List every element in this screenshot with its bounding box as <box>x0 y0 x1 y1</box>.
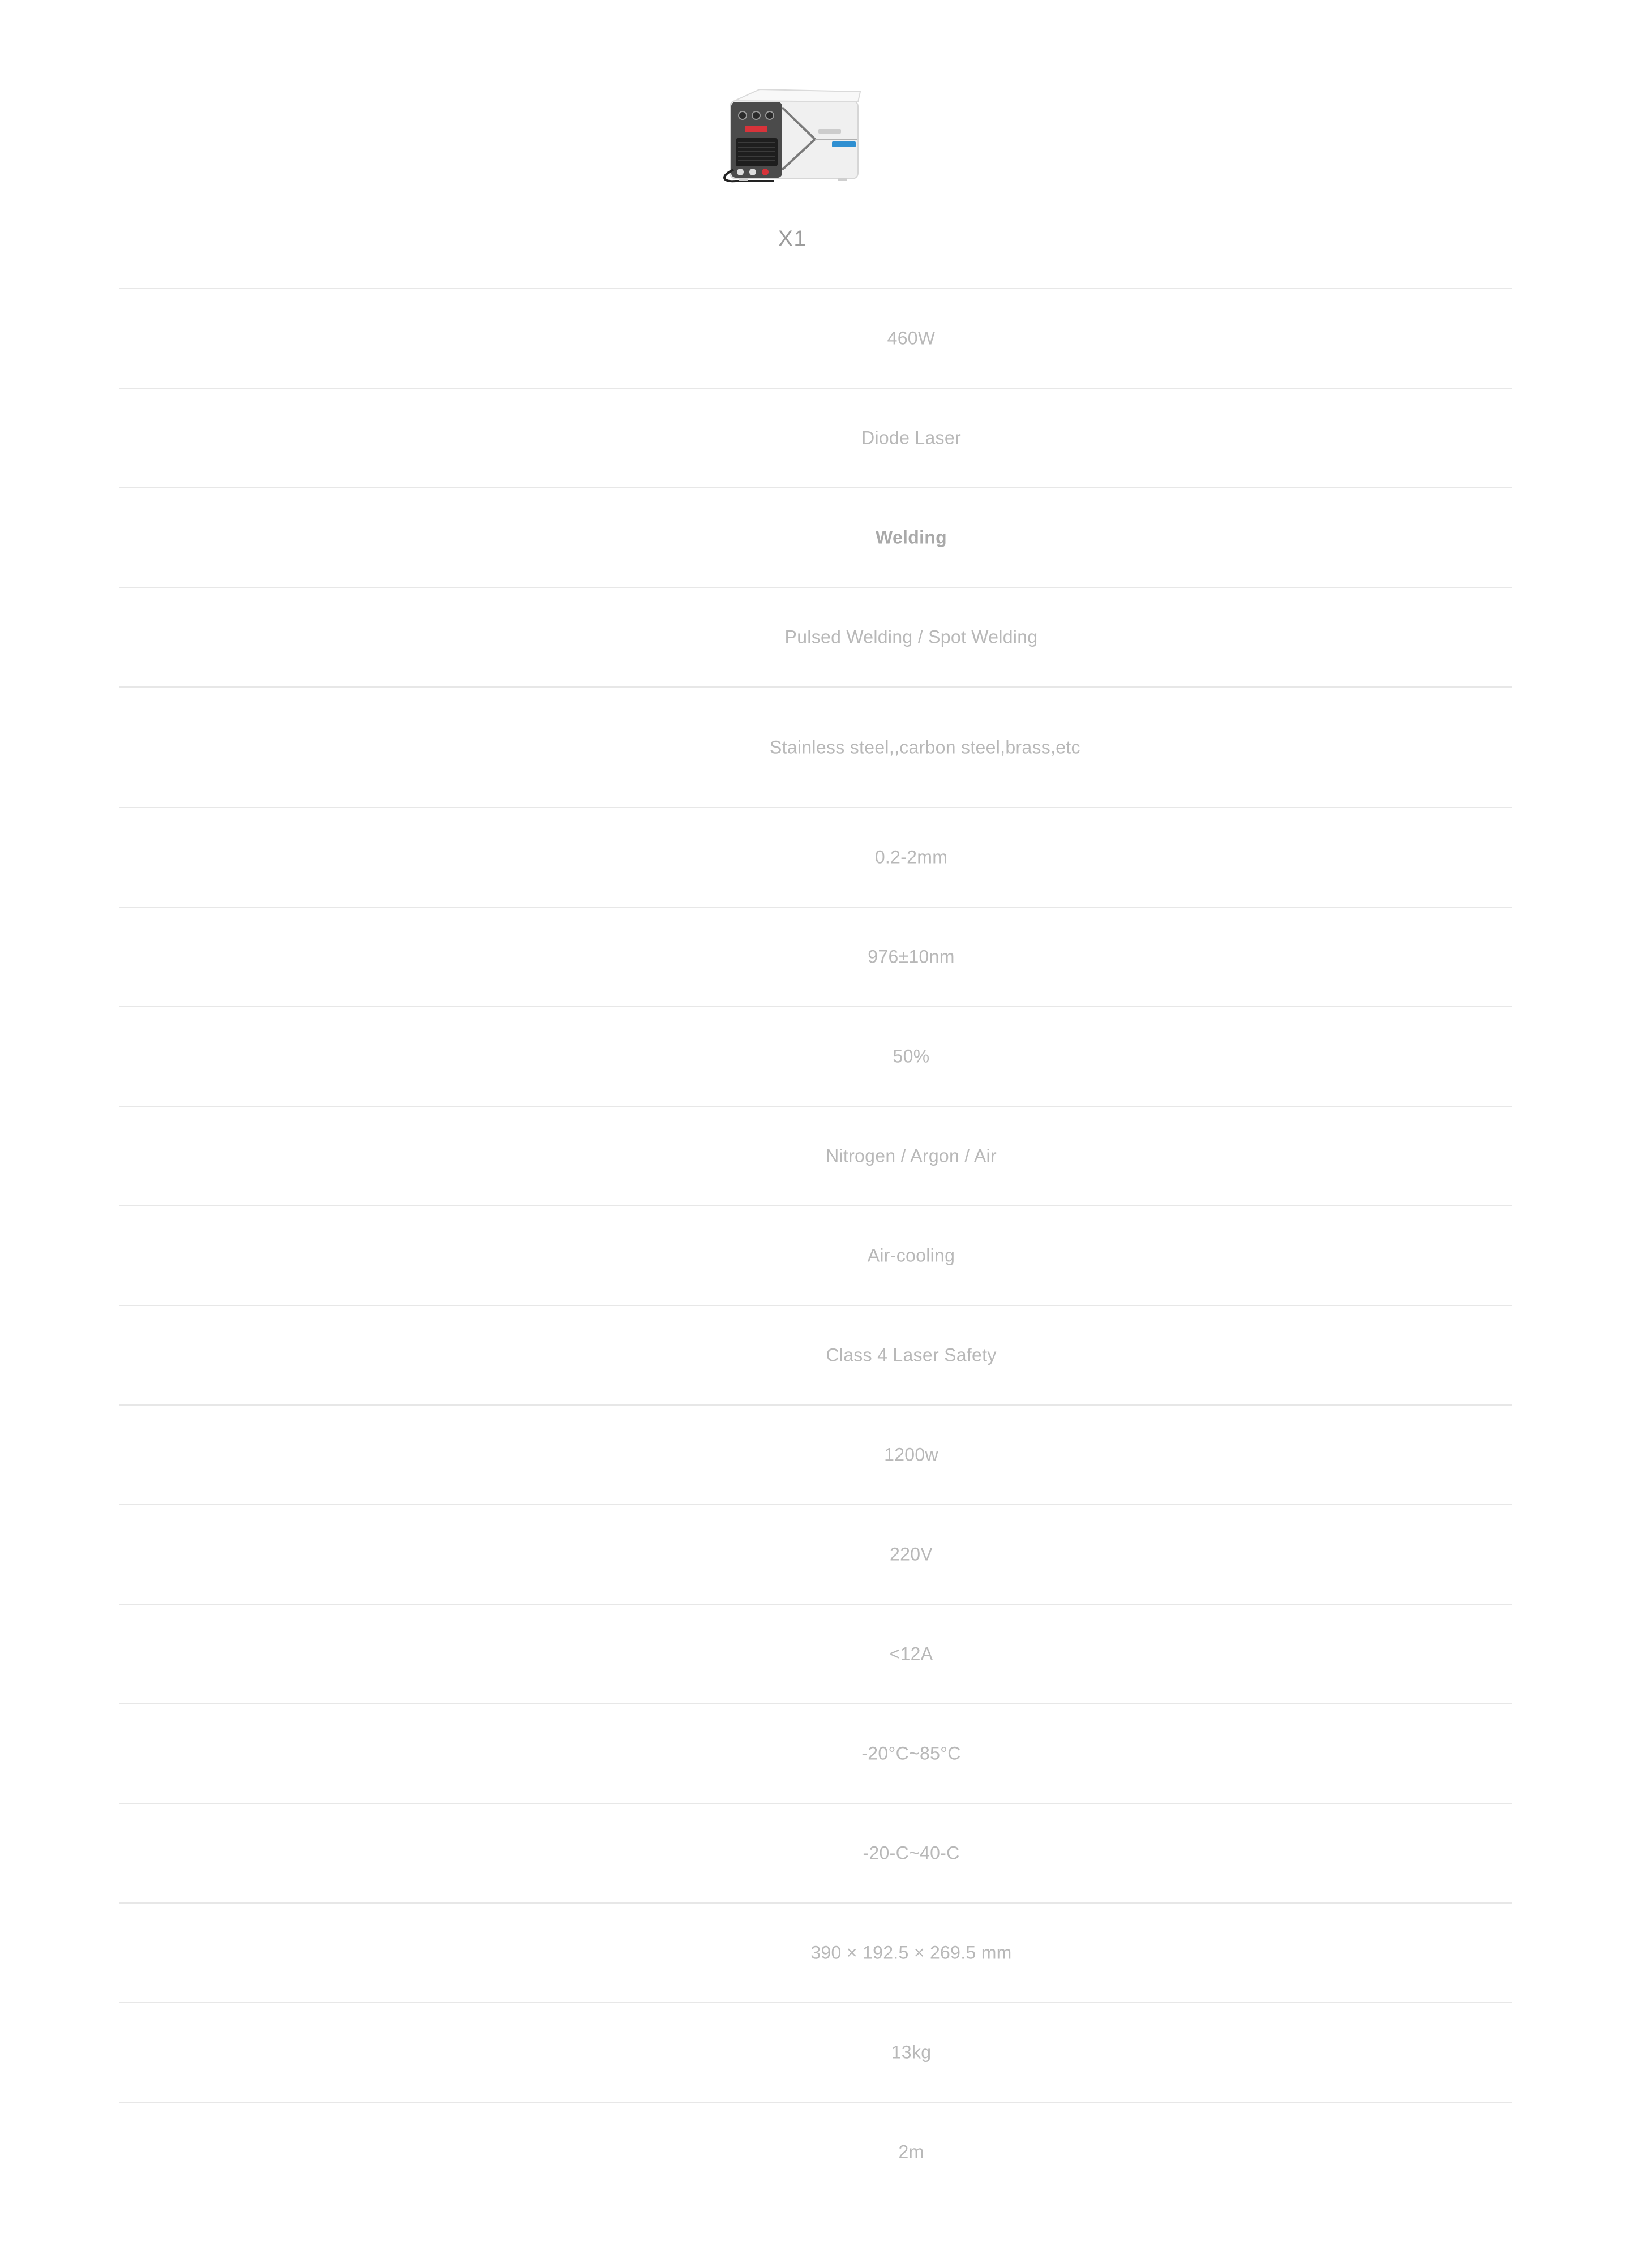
spec-row <box>119 487 1512 587</box>
product-name: X1 <box>778 226 807 251</box>
spec-label-cell <box>119 1206 634 1305</box>
spec-value: 13kg <box>891 2042 932 2063</box>
spec-row <box>119 686 1512 807</box>
spec-row <box>119 2002 1512 2102</box>
spec-label-cell <box>119 1007 634 1106</box>
spec-label-cell <box>119 908 634 1006</box>
spec-value: -20°C~85°C <box>861 1743 961 1764</box>
spec-label-cell <box>119 1904 634 2002</box>
spec-value: <12A <box>889 1643 933 1664</box>
spec-row <box>119 1703 1512 1803</box>
spec-label-cell <box>119 1406 634 1504</box>
laser-welder-machine-icon <box>719 85 866 198</box>
spec-value: Class 4 Laser Safety <box>826 1345 997 1365</box>
spec-label-cell <box>119 1107 634 1205</box>
spec-label-cell <box>119 2103 634 2201</box>
spec-row <box>119 2102 1512 2201</box>
spec-value: 0.2-2mm <box>874 847 948 867</box>
spec-row <box>119 807 1512 907</box>
spec-label-cell <box>119 1306 634 1404</box>
spec-row <box>119 388 1512 487</box>
spec-value: 220V <box>890 1544 933 1565</box>
spec-label-cell <box>119 1804 634 1902</box>
spec-value: Welding <box>876 527 947 548</box>
spec-value: Stainless steel,,carbon steel,brass,etc <box>770 737 1080 757</box>
spec-label-cell <box>119 1704 634 1803</box>
spec-row <box>119 1803 1512 1902</box>
spec-label-cell <box>119 389 634 487</box>
spec-label-cell <box>119 1505 634 1604</box>
spec-value: Nitrogen / Argon / Air <box>826 1145 997 1166</box>
spec-table <box>119 288 1512 2201</box>
spec-value: -20-C~40-C <box>863 1842 960 1863</box>
spec-row <box>119 1504 1512 1604</box>
spec-value: Air-cooling <box>867 1245 955 1266</box>
spec-row <box>119 1205 1512 1305</box>
spec-label-cell <box>119 808 634 907</box>
spec-row <box>119 587 1512 686</box>
spec-row <box>119 1305 1512 1404</box>
spec-label-cell <box>119 1605 634 1703</box>
spec-value: 50% <box>893 1046 930 1067</box>
spec-value: 460W <box>887 328 936 349</box>
spec-value: Diode Laser <box>861 427 961 448</box>
spec-row <box>119 1106 1512 1205</box>
spec-row <box>119 288 1512 388</box>
spec-row <box>119 1404 1512 1504</box>
spec-row <box>119 1006 1512 1106</box>
spec-row <box>119 1604 1512 1703</box>
spec-value: 2m <box>898 2141 924 2162</box>
spec-row <box>119 1902 1512 2002</box>
spec-row <box>119 907 1512 1006</box>
spec-value: 976±10nm <box>868 946 955 967</box>
spec-label-cell <box>119 688 634 807</box>
spec-label-cell <box>119 588 634 686</box>
spec-label-cell <box>119 2003 634 2102</box>
spec-value: 390 × 192.5 × 269.5 mm <box>810 1942 1012 1963</box>
spec-label-cell <box>119 488 634 587</box>
spec-value: Pulsed Welding / Spot Welding <box>784 626 1038 647</box>
spec-label-cell <box>119 289 634 388</box>
product-header <box>634 85 951 266</box>
spec-value: 1200w <box>884 1444 938 1465</box>
